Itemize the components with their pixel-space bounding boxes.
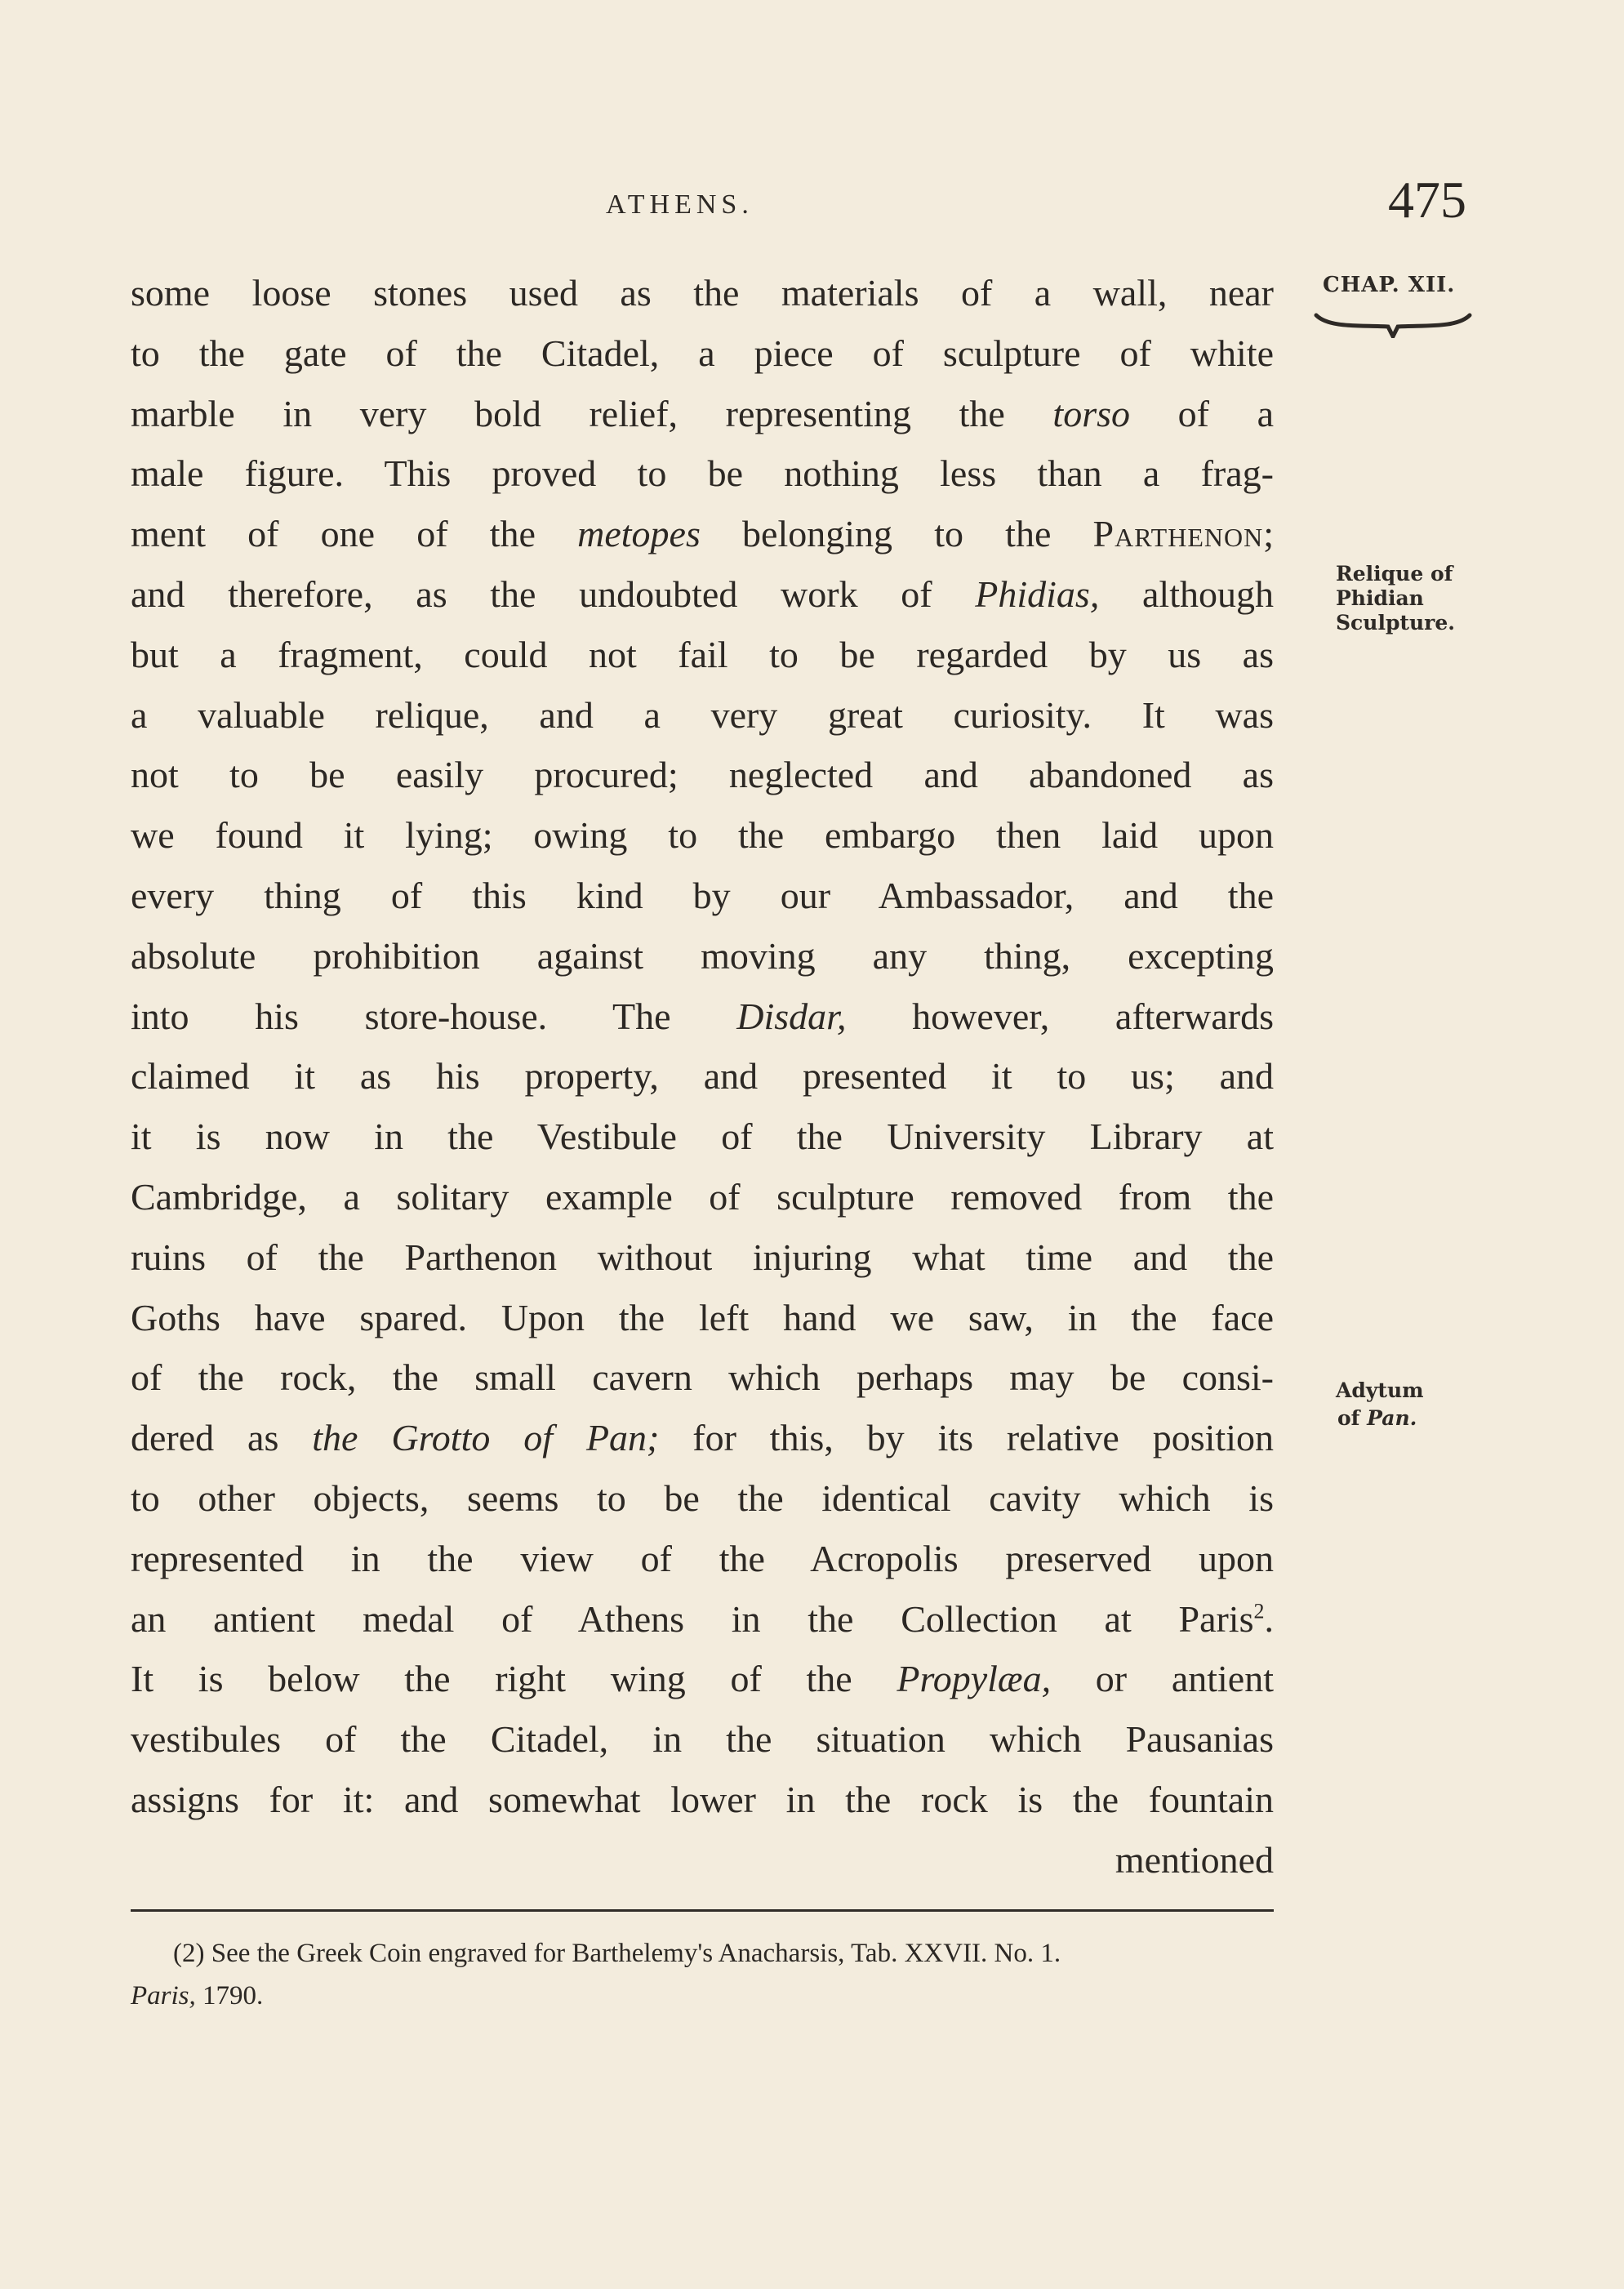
margin-note-relique (1336, 562, 1483, 635)
margin-note-relique-line2: Phidian (1336, 586, 1424, 610)
margin-note-relique-line1: Relique of (1336, 562, 1453, 586)
catchword: mentioned (1115, 1838, 1274, 1881)
body-line: it is now in the Vestibule of the University Library at (131, 1116, 1274, 1158)
margin-note-relique-line3: Sculpture. (1336, 611, 1455, 635)
body-line: we found it lying; owing to the embargo then laid upon (131, 814, 1274, 857)
body-line: marble in very bold relief, representing the torso of a (131, 392, 1274, 434)
body-line: to other objects, seems to be the identical cavity which is (131, 1476, 1274, 1519)
chapter-marker: CHAP. XII. (1323, 273, 1456, 297)
running-head: ATHENS. (606, 189, 754, 220)
margin-note-adytum-line2 (1336, 1405, 1466, 1432)
body-line: claimed it as his property, and presented it to us; and (131, 1055, 1274, 1098)
chapter-brace-ornament (1313, 309, 1473, 338)
body-line: some loose stones used as the materials of a wall, near (131, 272, 1274, 314)
margin-note-adytum-pan: Pan. (1367, 1406, 1417, 1430)
body-text (131, 263, 1274, 1890)
footnote-line1: (2) See the Greek Coin engraved for Barthelemy's Anacharsis, Tab. XXVII. No. 1. (173, 1939, 1061, 1968)
body-line: but a fragment, could not fail to be regarded by us as (131, 633, 1274, 675)
body-line: It is below the right wing of the Propylæa, or antient (131, 1658, 1274, 1700)
footnote-city: Paris, (131, 1981, 196, 2011)
body-line: Cambridge, a solitary example of sculpture removed from the (131, 1175, 1274, 1218)
body-line: male figure. This proved to be nothing less than a frag- (131, 452, 1274, 495)
body-line: and therefore, as the undoubted work of Phidias, although (131, 572, 1274, 615)
body-line: assigns for it: and somewhat lower in the rock is the fountain (131, 1778, 1274, 1820)
body-line: an antient medal of Athens in the Collection at Paris$^2$. (131, 1597, 1274, 1640)
body-line: ment of one of the metopes belonging to the Parthenon; (131, 513, 1274, 555)
page-number: 475 (1388, 171, 1466, 229)
body-line: every thing of this kind by our Ambassador, and the (131, 874, 1274, 916)
margin-note-adytum-line1: Adytum (1336, 1378, 1424, 1402)
body-line: of the rock, the small cavern which perhaps may be consi- (131, 1356, 1274, 1399)
footnote-rule (131, 1909, 1274, 1912)
body-line: absolute prohibition against moving any thing, excepting (131, 934, 1274, 977)
body-line: into his store-house. The Disdar, however, afterwards (131, 995, 1274, 1037)
body-line: vestibules of the Citadel, in the situation which Pausanias (131, 1718, 1274, 1761)
body-line: represented in the view of the Acropolis preserved upon (131, 1537, 1274, 1579)
body-line: to the gate of the Citadel, a piece of sculpture of white (131, 332, 1274, 374)
margin-note-adytum (1336, 1377, 1466, 1432)
footnote-year: 1790. (195, 1981, 264, 2011)
footnote (131, 1932, 1290, 2017)
body-line: dered as the Grotto of Pan; for this, by its relative position (131, 1417, 1274, 1459)
body-line: a valuable relique, and a very great curiosity. It was (131, 693, 1274, 736)
body-line: Goths have spared. Upon the left hand we saw, in the face (131, 1296, 1274, 1338)
margin-note-adytum-of: of (1337, 1406, 1368, 1430)
body-line: ruins of the Parthenon without injuring what time and the (131, 1236, 1274, 1278)
body-line: not to be easily procured; neglected and abandoned as (131, 754, 1274, 796)
footnote-line2 (131, 1975, 1290, 2017)
footnote-reference: 2 (1253, 1599, 1265, 1623)
